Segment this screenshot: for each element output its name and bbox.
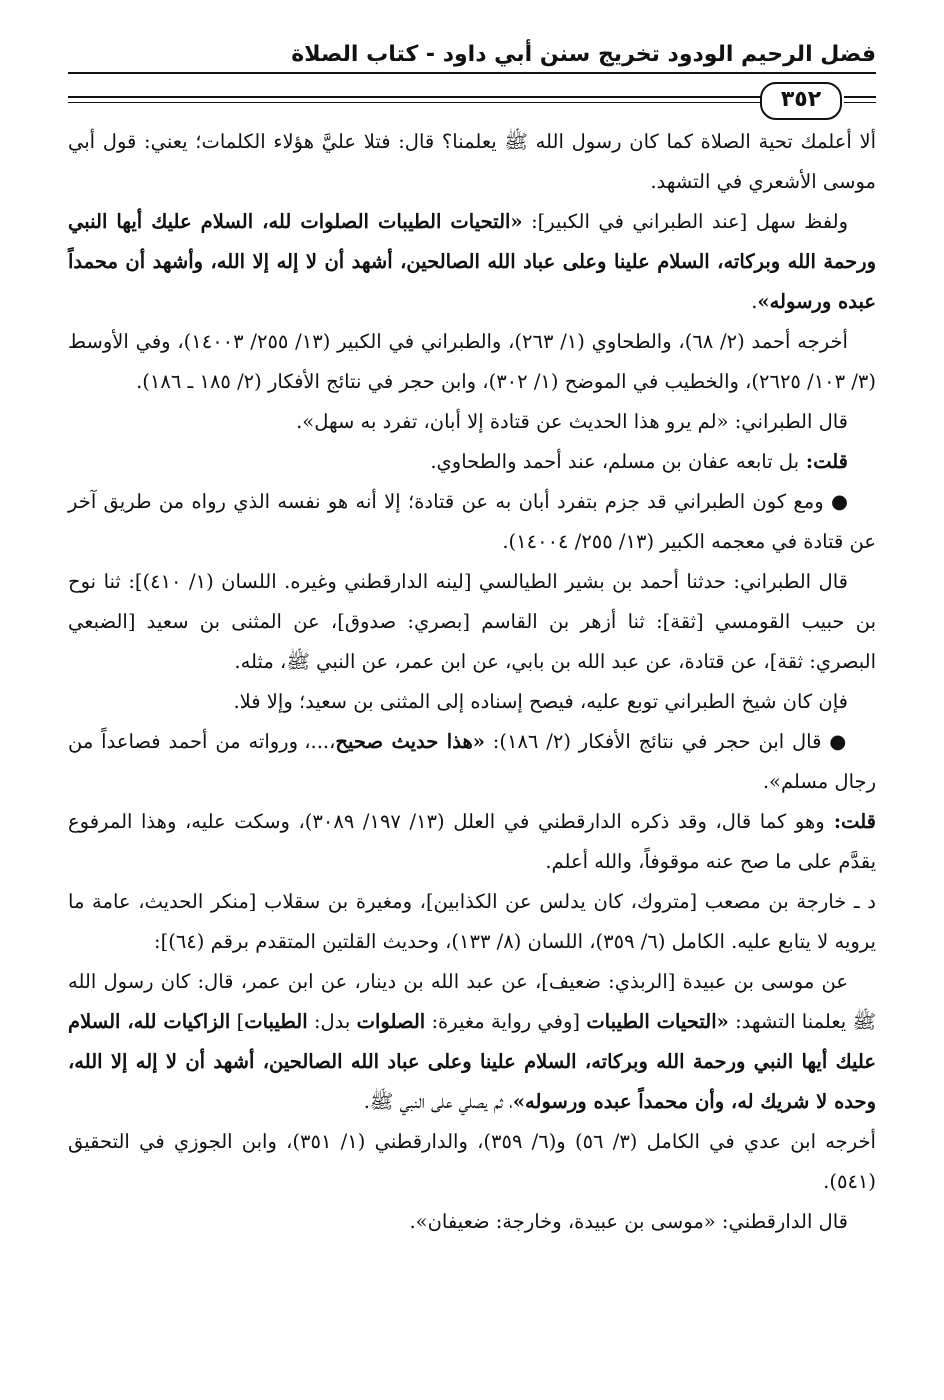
page bbox=[68, 40, 876, 1380]
running-header bbox=[68, 40, 876, 82]
text: بدل: bbox=[307, 1010, 357, 1033]
text: أخرجه ابن عدي في الكامل (٣/ ٥٦) و(٦/ ٣٥٩)، والدارقطني (١/ ٣٥١)، وابن الجوزي في التحقيق (٥٤١). bbox=[68, 1130, 876, 1193]
text: د ـ خارجة بن مصعب [متروك، كان يدلس عن الكذابين]، ومغيرة بن سقلاب [منكر الحديث، عامة ما يرويه لا يتابع عليه. الكامل (٦/ ٣٥٩)، اللسان (٨/ ١٣٣)، وحديث القلتين المتقدم برقم (٦٤)]: bbox=[68, 890, 876, 953]
paragraph bbox=[68, 402, 876, 442]
paragraph bbox=[68, 322, 876, 402]
text: ] bbox=[230, 1010, 245, 1033]
bold-text: الطيبات bbox=[244, 1010, 308, 1033]
paragraph bbox=[68, 882, 876, 962]
text: . bbox=[751, 290, 758, 313]
paragraph bbox=[68, 122, 876, 202]
double-rule-bottom bbox=[68, 102, 761, 103]
bold-text: «التحيات الطيبات الصلوات لله، السلام عليك أيها النبي ورحمة الله وبركاته، السلام علينا وعلى عباد الله الصالحين، أشهد أن لا إله إلا الله، وأشهد أن محمداً عبده ورسوله» bbox=[68, 210, 876, 313]
paragraph bbox=[68, 482, 876, 562]
right-rule-bottom bbox=[844, 102, 876, 103]
double-rule-top bbox=[68, 96, 761, 98]
text: عن موسى بن عبيدة [الربذي: ضعيف]، عن عبد الله بن دينار، عن ابن عمر، قال: كان رسول الله ﷺ يعلمنا التشهد: bbox=[68, 970, 877, 1033]
bold-text: الزاكيات لله، السلام عليك أيها النبي ورحمة الله وبركاته، السلام علينا وعلى عباد الله الصالحين، أشهد أن لا إله إلا الله، وحده لا شريك له، وأن محمداً عبده ورسوله» bbox=[68, 1010, 876, 1113]
text: قال الدارقطني: «موسى بن عبيدة، وخارجة: ضعيفان». bbox=[409, 1210, 848, 1233]
bold-text: «التحيات الطيبات bbox=[586, 1010, 729, 1033]
body-text bbox=[68, 122, 876, 1242]
text: بل تابعه عفان بن مسلم، عند أحمد والطحاوي. bbox=[430, 450, 800, 473]
bold-text: قلت: bbox=[824, 810, 876, 833]
text: ،...، ورواته من أحمد فصاعداً من رجال مسلم». bbox=[68, 730, 876, 793]
paragraph bbox=[68, 682, 876, 722]
text: قال الطبراني: «لم يرو هذا الحديث عن قتادة إلا أبان، تفرد به سهل». bbox=[296, 410, 848, 433]
paragraph bbox=[68, 442, 876, 482]
text: ● قال ابن حجر في نتائج الأفكار (٢/ ١٨٦): bbox=[484, 730, 848, 753]
paragraph bbox=[68, 562, 876, 682]
text: فإن كان شيخ الطبراني توبع عليه، فيصح إسناده إلى المثنى بن سعيد؛ وإلا فلا. bbox=[233, 690, 848, 713]
text: أخرجه أحمد (٢/ ٦٨)، والطحاوي (١/ ٢٦٣)، والطبراني في الكبير (١٣/ ٢٥٥/ ١٤٠٠٣)، وفي الأوسط (٣/ ١٠٣/ ٢٦٢٥)، والخطيب في الموضح (١/ ٣٠٢)، وابن حجر في نتائج الأفكار (٢/ ١٨٥ ـ ١٨٦). bbox=[68, 330, 876, 393]
text: ● ومع كون الطبراني قد جزم بتفرد أبان به عن قتادة؛ إلا أنه هو نفسه الذي رواه من طريق آخر عن قتادة في معجمه الكبير (١٣/ ٢٥٥/ ١٤٠٠٤). bbox=[68, 490, 876, 553]
text: ولفظ سهل [عند الطبراني في الكبير]: bbox=[522, 210, 848, 233]
text: [وفي رواية مغيرة: bbox=[425, 1010, 587, 1033]
paragraph bbox=[68, 202, 876, 322]
text: ، ثم يصلي على النبي ﷺ. bbox=[363, 1090, 513, 1113]
text: قال الطبراني: حدثنا أحمد بن بشير الطيالسي [لينه الدارقطني وغيره. اللسان (١/ ٤١٠)]: ثنا نوح بن حبيب القومسي [ثقة]: ثنا أزهر بن القاسم [بصري: صدوق]، عن المثنى بن سعيد [الضبعي البصري: ثقة]، عن قتادة، عن عبد الله بن بابي، عن ابن عمر، عن النبي ﷺ، مثله. bbox=[68, 570, 876, 673]
paragraph bbox=[68, 722, 876, 802]
header-rule bbox=[68, 72, 876, 74]
page-number: ٣٥٢ bbox=[760, 82, 842, 120]
paragraph bbox=[68, 1202, 876, 1242]
paragraph bbox=[68, 802, 876, 882]
right-rule-top bbox=[844, 96, 876, 98]
bold-text: «هذا حديث صحيح bbox=[335, 730, 485, 753]
bold-text: الصلوات bbox=[356, 1010, 426, 1033]
paragraph bbox=[68, 1122, 876, 1202]
header-title: فضل الرحيم الودود تخريج سنن أبي داود - كتاب الصلاة bbox=[291, 42, 876, 67]
text: وهو كما قال، وقد ذكره الدارقطني في العلل (١٣/ ١٩٧/ ٣٠٨٩)، وسكت عليه، وهذا المرفوع يقدَّم على ما صح عنه موقوفاً، والله أعلم. bbox=[68, 810, 876, 873]
text: ألا أعلمك تحية الصلاة كما كان رسول الله ﷺ يعلمنا؟ قال: فتلا عليَّ هؤلاء الكلمات؛ يعني: قول أبي موسى الأشعري في التشهد. bbox=[68, 130, 876, 193]
bold-text: قلت: bbox=[799, 450, 848, 473]
paragraph bbox=[68, 962, 876, 1122]
page-number-ornament bbox=[68, 82, 876, 122]
